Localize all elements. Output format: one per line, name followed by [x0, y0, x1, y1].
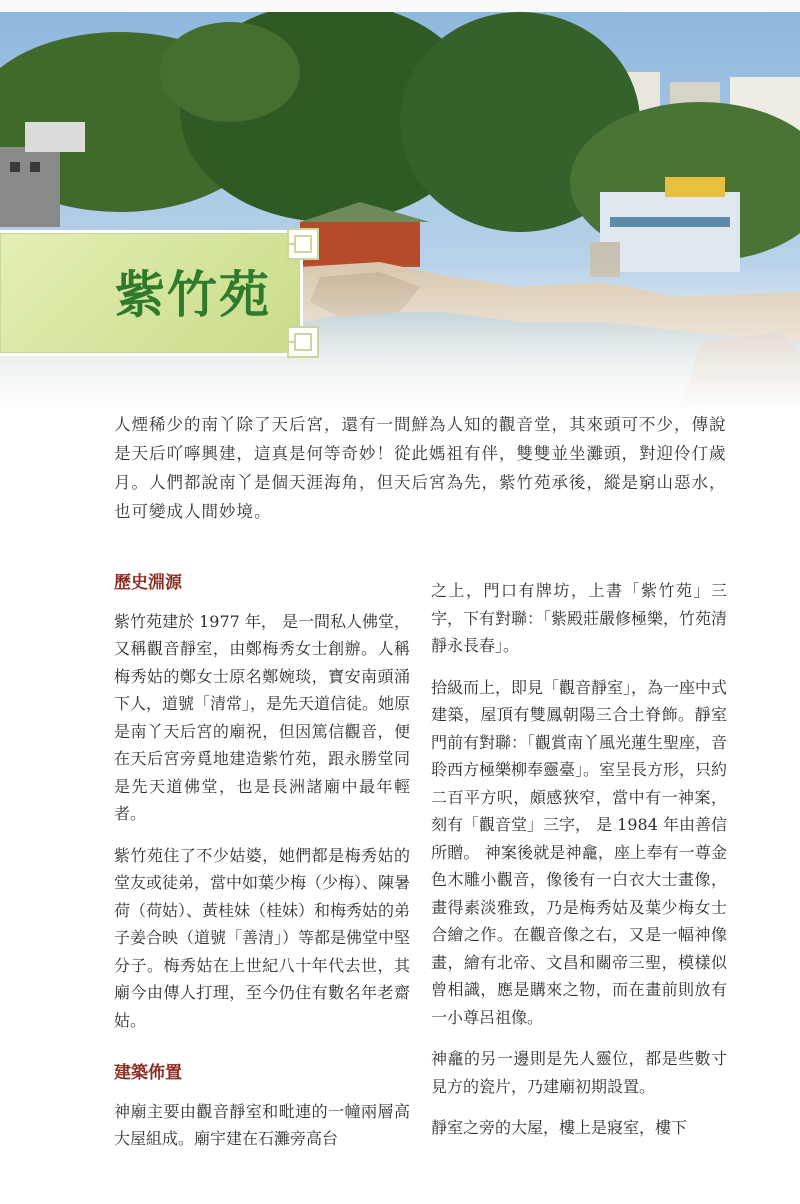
right-paragraph-2: 拾級而上，即見「觀音靜室」，為一座中式建築，屋頂有雙鳳朝陽三合土脊飾。靜室門前有對聯：「觀賞南丫風光蓮生聖座，音聆西方極樂柳奉靈臺」。室呈長方形，只約二百平方呎，頗感狹窄，當中有一神案，刻有「觀音堂」三字， 是 1984 年由善信所贈。 神案後就是神龕，座上奉有一尊金色木雕小觀音，像後有一白衣大士畫像，畫得素淡雅致，乃是梅秀姑及葉少梅女士合繪之作。在觀音像之右，又是一幅神像畫，繪有北帝、文昌和關帝三聖，模樣似曾相識，應是購來之物，而在畫前則放有一小尊呂祖像。: [431, 677, 728, 1027]
top-strip: [0, 0, 800, 12]
history-paragraph-2: 紫竹苑住了不少姑婆，她們都是梅秀姑的堂友或徒弟，當中如葉少梅（少梅）、陳暑荷（荷姑）、黃桂妹（桂妹）和梅秀姑的弟子姜合映（道號「善清」）等都是佛堂中堅分子。梅秀姑在上世紀八十年代去世，其廟今由傳人打理，至今仍住有數名年老齋姑。: [114, 845, 411, 1030]
history-paragraph-1: 紫竹苑建於 1977 年， 是一間私人佛堂，又稱觀音靜室，由鄭梅秀女士創辦。人稱梅秀姑的鄭女士原名鄭婉琰，寶安南頭涌下人，道號「清常」，是先天道信徒。她原是南丫天后宮的廟祝，但因篤信觀音，便在天后宮旁覓地建造紫竹苑，跟永勝堂同是先天道佛堂，也是長洲諸廟中最年輕者。: [114, 611, 411, 823]
right-paragraph-1: 之上，門口有牌坊，上書「紫竹苑」三字，下有對聯：「紫殿莊嚴修極樂，竹苑清靜永長春」。: [431, 581, 728, 655]
lattice-corner-icon: [286, 325, 320, 359]
lattice-corner-icon: [286, 227, 320, 261]
right-column: [431, 577, 727, 1156]
intro-paragraph: 人煙稀少的南丫除了天后宮，還有一間鮮為人知的觀音堂，其來頭可不少，傳說是天后吖嚀興建，這真是何等奇妙！從此媽祖有伴，雙雙並坐灘頭，對迎伶仃歲月。人們都說南丫是個天涯海角，但天后宮為先，紫竹苑承後，縱是窮山惡水，也可變成人間妙境。: [114, 415, 727, 521]
right-paragraph-3: 神龕的另一邊則是先人靈位，都是些數寸見方的瓷片，乃建廟初期設置。: [431, 1049, 727, 1096]
right-paragraph-4: 靜室之旁的大屋，樓上是寢室，樓下: [431, 1118, 688, 1137]
section-heading-history: 歷史淵源: [114, 573, 182, 593]
section-heading-architecture: 建築佈置: [114, 1063, 182, 1083]
left-column: [114, 570, 410, 1167]
title-plate: [0, 230, 303, 356]
architecture-paragraph-1: 神廟主要由觀音靜室和毗連的一幢兩層高大屋組成。廟宇建在石灘旁高台: [114, 1101, 410, 1148]
page-title: 紫竹苑: [115, 266, 271, 324]
